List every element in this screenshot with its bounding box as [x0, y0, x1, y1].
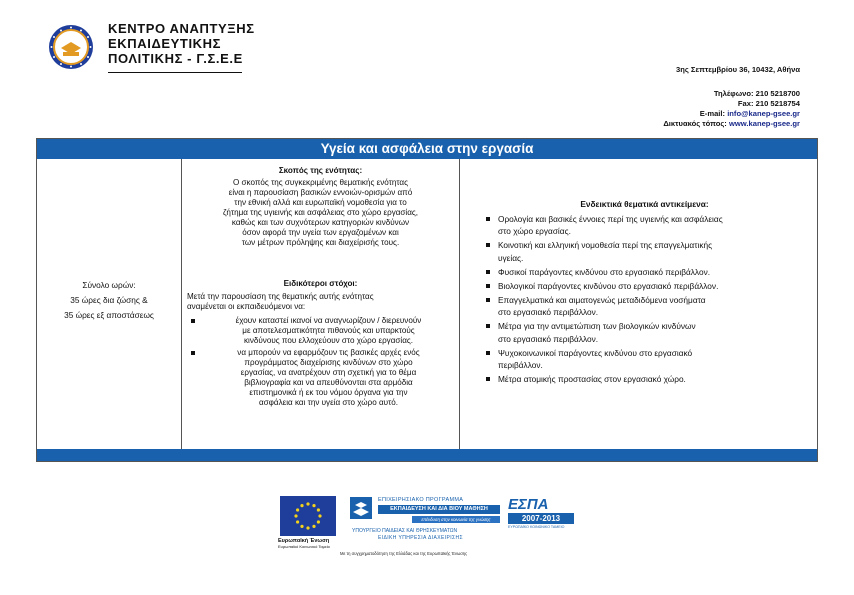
- topic-item: [482, 213, 807, 238]
- bullet-icon: [486, 377, 490, 381]
- bullet-icon: [191, 351, 195, 355]
- topic-item: [482, 294, 807, 319]
- bullet-icon: [486, 270, 490, 274]
- topic-item: [482, 239, 807, 264]
- objectives-list: [187, 316, 454, 408]
- program-slogan: επένδυση στην κοινωνία της γνώσης: [412, 516, 500, 523]
- purpose-line: των μέτρων πρόληψης και διαχείρισής τους.: [241, 238, 400, 247]
- purpose-objectives-cell: [182, 159, 460, 449]
- organization-name: [108, 21, 255, 66]
- topic-line: Μέτρα ατομικής προστασίας στον εργασιακό χώρο.: [498, 374, 686, 384]
- objective-item: [187, 316, 454, 346]
- objective-line: εργασίας, να ανατρέχουν στη σχετική για το θέμα: [240, 368, 417, 377]
- agency-name: ΕΙΔΙΚΗ ΥΠΗΡΕΣΙΑ ΔΙΑΧΕΙΡΙΣΗΣ: [378, 535, 464, 541]
- topic-item: [482, 280, 807, 293]
- org-name-line: ΠΟΛΙΤΙΚΗΣ - Γ.Σ.Ε.Ε: [108, 51, 243, 66]
- program-name: ΕΚΠΑΙΔΕΥΣΗ ΚΑΙ ΔΙΑ ΒΙΟΥ ΜΑΘΗΣΗ: [378, 505, 500, 514]
- eu-caption: Ευρωπαϊκή Ένωση: [278, 538, 330, 544]
- objectives-heading: Ειδικότεροι στόχοι:: [283, 279, 358, 288]
- objective-line: ασφάλεια και την υγεία στο χώρο αυτό.: [258, 398, 399, 407]
- objective-line: έχουν καταστεί ικανοί να αναγνωρίζουν / διερευνούν: [235, 316, 422, 325]
- topics-cell: [460, 159, 817, 449]
- website-row: [663, 119, 800, 129]
- eu-flag-icon: [280, 496, 336, 536]
- contact-block: [663, 89, 800, 129]
- kanep-logo: [48, 24, 94, 70]
- hours-label: Σύνολο ωρών:: [82, 280, 136, 290]
- bullet-icon: [191, 319, 195, 323]
- espa-years: 2007-2013: [508, 513, 574, 524]
- website-label: Δικτυακός τόπος:: [663, 119, 727, 128]
- purpose-line: καθώς και των συχνότερων κατηγοριών κινδύνων: [231, 218, 410, 227]
- objective-line: προγράμματος διαχείρισης κινδύνων στο χώρο: [244, 358, 413, 367]
- espa-fund: ΕΥΡΩΠΑΪΚΟ ΚΟΙΝΩΝΙΚΟ ΤΑΜΕΙΟ: [508, 525, 565, 529]
- fax-row: [663, 99, 800, 109]
- ministry-name: ΥΠΟΥΡΓΕΙΟ ΠΑΙΔΕΙΑΣ ΚΑΙ ΘΡΗΣΚΕΥΜΑΤΩΝ: [352, 528, 458, 534]
- bullet-icon: [486, 284, 490, 288]
- org-name-line: ΕΚΠΑΙΔΕΥΤΙΚΗΣ: [108, 36, 222, 51]
- topic-item: [482, 347, 807, 372]
- hours-in-person: 35 ώρες δια ζώσης &: [70, 295, 148, 305]
- purpose-line: την εθνική αλλά και ευρωπαϊκή νομοθεσία για το: [234, 198, 407, 207]
- purpose-heading: Σκοπός της ενότητας:: [278, 166, 363, 175]
- topic-line: περιβάλλον.: [498, 360, 543, 370]
- bullet-icon: [486, 243, 490, 247]
- topic-line: υγείας.: [498, 252, 524, 263]
- purpose-line: όσον αφορά την υγεία των εργαζομένων και: [242, 228, 399, 237]
- topic-item: [482, 320, 807, 345]
- topics-heading: Ενδεικτικά θεματικά αντικείμενα:: [580, 199, 709, 209]
- topic-line: στο εργασιακό περιβάλλον.: [498, 333, 599, 344]
- purpose-line: ζήτημα της υγιεινής και ασφάλειας στο χώρο εργασίας,: [222, 208, 419, 217]
- website-link[interactable]: www.kanep-gsee.gr: [728, 119, 800, 128]
- topic-line: Επαγγελματικά και αιματογενώς μεταδιδόμενα νοσήματα: [498, 294, 706, 305]
- objective-line: να μπορούν να εφαρμόζουν τις βασικές αρχές ενός: [237, 348, 420, 357]
- eu-subcaption: Ευρωπαϊκό Κοινωνικό Ταμείο: [278, 544, 330, 549]
- program-label: ΕΠΙΧΕΙΡΗΣΙΑΚΟ ΠΡΟΓΡΑΜΜΑ: [378, 497, 464, 503]
- topic-line: Ορολογία και βασικές έννοιες περί της υγιεινής και ασφάλειας: [498, 213, 723, 224]
- org-name-underline: [108, 72, 242, 73]
- topic-line: Μέτρα για την αντιμετώπιση των βιολογικών κινδύνων: [498, 321, 696, 331]
- objective-line: επιστημονικά ή εκ του νόμου όργανα για την: [249, 388, 408, 397]
- objective-line: κινδύνους που ελλοχεύουν στο χώρο εργασίας.: [243, 336, 414, 345]
- topic-line: στο εργασιακό περιβάλλον.: [498, 307, 599, 317]
- hours-cell: [37, 159, 182, 449]
- phone-row: [663, 89, 800, 99]
- objective-item: [187, 348, 454, 408]
- objective-line: βιβλιογραφία και να απευθύνονται στα αρμόδια: [244, 378, 413, 387]
- topic-line: Ψυχοκοινωνικοί παράγοντες κινδύνου στο εργασιακό: [498, 347, 693, 358]
- topic-line: Βιολογικοί παράγοντες κινδύνου στο εργασιακό περιβάλλον.: [498, 280, 719, 291]
- hours-remote: 35 ώρες εξ αποστάσεως: [64, 310, 154, 320]
- table-bottom-bar: [37, 449, 817, 461]
- espa-logo: ΕΣΠΑ: [508, 496, 549, 513]
- objective-line: με αποτελεσματικότητα πιθανούς και υπαρκτούς: [242, 326, 415, 335]
- purpose-line: είναι η παρουσίαση βασικών εννοιών-ορισμών από: [228, 188, 413, 197]
- objectives-intro-line: αναμένεται οι εκπαιδευόμενοι να:: [187, 302, 306, 311]
- hours-text: [41, 278, 177, 323]
- purpose-line: Ο σκοπός της συγκεκριμένης θεματικής ενότητας: [232, 178, 409, 187]
- cofunding-note: Με τη συγχρηματοδότηση της Ελλάδας και της Ευρωπαϊκής Ένωσης: [340, 551, 468, 556]
- topic-item: [482, 266, 807, 279]
- phone-value: 210 5218700: [755, 89, 800, 98]
- book-icon: [350, 497, 372, 519]
- topic-line: Κοινοτική και ελληνική νομοθεσία περί της επαγγελματικής: [498, 240, 713, 250]
- phone-label: Τηλέφωνο:: [713, 89, 754, 98]
- fax-label: Fax:: [737, 99, 754, 108]
- topic-line: Φυσικοί παράγοντες κινδύνου στο εργασιακό περιβάλλον.: [498, 266, 711, 277]
- bullet-icon: [486, 217, 490, 221]
- email-label: E-mail:: [699, 109, 726, 118]
- objectives-intro-line: Μετά την παρουσίαση της θεματικής αυτής ενότητας: [187, 292, 374, 301]
- module-title: Υγεία και ασφάλεια στην εργασία: [37, 139, 817, 159]
- purpose-section: [187, 166, 454, 248]
- bullet-icon: [486, 324, 490, 328]
- email-link[interactable]: info@kanep-gsee.gr: [727, 109, 800, 118]
- org-name-line: ΚΕΝΤΡΟ ΑΝΑΠΤΥΞΗΣ: [108, 21, 255, 36]
- module-table: [36, 138, 818, 462]
- topics-list: [482, 213, 807, 386]
- bullet-icon: [486, 351, 490, 355]
- bullet-icon: [486, 298, 490, 302]
- email-row: [663, 109, 800, 119]
- topic-item: [482, 373, 807, 386]
- objectives-section: [187, 279, 454, 408]
- topic-line: στο χώρο εργασίας.: [498, 226, 571, 236]
- address: 3ης Σεπτεμβρίου 36, 10432, Αθήνα: [676, 65, 800, 74]
- fax-value: 210 5218754: [755, 99, 800, 108]
- topics-section: [482, 198, 807, 387]
